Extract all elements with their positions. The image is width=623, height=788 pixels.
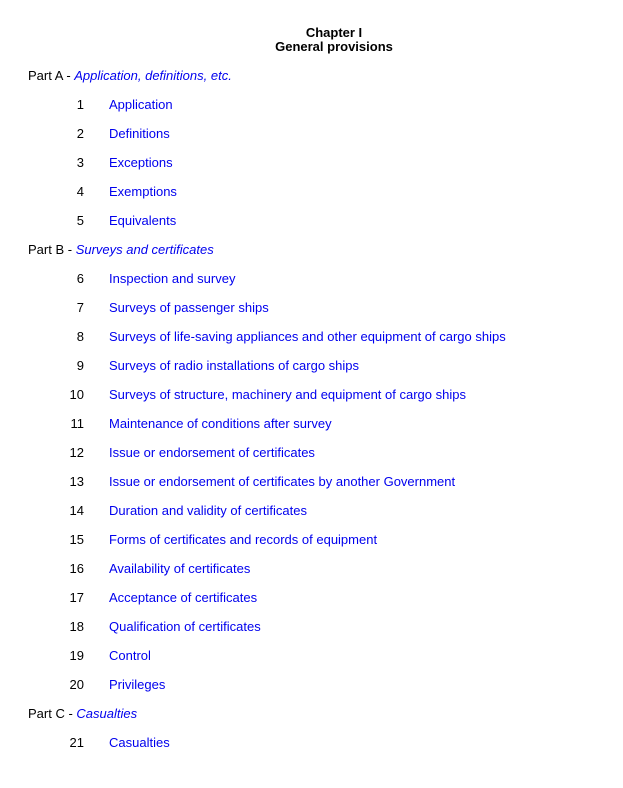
regulation-title-link[interactable]: Equivalents	[109, 213, 177, 228]
part-title-link[interactable]: Surveys and certificates	[75, 242, 214, 257]
regulation-number: 3	[76, 155, 84, 170]
regulation-number: 7	[76, 300, 84, 315]
regulation-item	[28, 358, 623, 387]
regulation-number: 10	[69, 387, 84, 402]
regulation-item	[28, 648, 623, 677]
regulation-item	[28, 735, 623, 764]
regulation-title-link[interactable]: Surveys of structure, machinery and equipment of cargo ships	[109, 387, 466, 402]
part-heading	[28, 706, 623, 735]
regulation-item	[28, 503, 623, 532]
regulation-item	[28, 619, 623, 648]
regulation-title-link[interactable]: Exemptions	[109, 184, 177, 199]
regulation-item	[28, 677, 623, 706]
regulation-title-link[interactable]: Duration and validity of certificates	[109, 503, 307, 518]
part-separator: -	[64, 706, 77, 721]
regulation-number: 21	[69, 735, 84, 750]
regulation-item	[28, 532, 623, 561]
regulation-number: 17	[69, 590, 84, 605]
regulation-item	[28, 329, 623, 358]
regulation-title-link[interactable]: Privileges	[109, 677, 166, 692]
regulation-number: 8	[76, 329, 84, 344]
regulation-number: 2	[76, 126, 84, 141]
regulation-number: 9	[76, 358, 84, 373]
part-title-link[interactable]: Casualties	[76, 706, 138, 721]
chapter-number: Chapter I	[305, 25, 363, 40]
regulation-title-link[interactable]: Casualties	[109, 735, 170, 750]
part-separator: -	[64, 242, 76, 257]
part-heading	[28, 68, 623, 97]
regulation-item	[28, 300, 623, 329]
part-separator: -	[62, 68, 75, 83]
regulation-title-link[interactable]: Exceptions	[109, 155, 173, 170]
regulation-number: 18	[69, 619, 84, 634]
regulation-title-link[interactable]: Surveys of radio installations of cargo ships	[109, 358, 360, 373]
regulation-item	[28, 590, 623, 619]
part-heading	[28, 242, 623, 271]
chapter-title: General provisions	[275, 39, 393, 54]
regulation-title-link[interactable]: Maintenance of conditions after survey	[109, 416, 332, 431]
regulation-item	[28, 184, 623, 213]
chapter-header	[0, 26, 623, 54]
regulation-number: 4	[76, 184, 84, 199]
part-label: Part C	[28, 706, 65, 721]
regulation-title-link[interactable]: Definitions	[109, 126, 170, 141]
regulation-number: 14	[69, 503, 84, 518]
regulation-title-link[interactable]: Control	[109, 648, 151, 663]
regulation-number: 5	[76, 213, 84, 228]
regulation-item	[28, 416, 623, 445]
table-of-contents	[28, 68, 623, 764]
regulation-number: 13	[69, 474, 84, 489]
part-title-link[interactable]: Application, definitions, etc.	[74, 68, 232, 83]
regulation-item	[28, 97, 623, 126]
regulation-title-link[interactable]: Acceptance of certificates	[109, 590, 258, 605]
regulation-number: 15	[69, 532, 84, 547]
regulation-number: 20	[69, 677, 84, 692]
regulation-item	[28, 474, 623, 503]
regulation-item	[28, 155, 623, 184]
regulation-title-link[interactable]: Availability of certificates	[109, 561, 251, 576]
regulation-item	[28, 213, 623, 242]
regulation-number: 1	[76, 97, 84, 112]
regulation-number: 11	[70, 416, 84, 431]
part-label: Part B	[28, 242, 65, 257]
regulation-title-link[interactable]: Qualification of certificates	[109, 619, 261, 634]
regulation-item	[28, 271, 623, 300]
regulation-title-link[interactable]: Forms of certificates and records of equipment	[109, 532, 378, 547]
regulation-item	[28, 561, 623, 590]
regulation-number: 19	[69, 648, 84, 663]
regulation-item	[28, 445, 623, 474]
regulation-item	[28, 387, 623, 416]
part-label: Part A	[28, 68, 63, 83]
regulation-title-link[interactable]: Issue or endorsement of certificates by another Government	[109, 474, 456, 489]
regulation-item	[28, 126, 623, 155]
regulation-number: 12	[69, 445, 84, 460]
regulation-title-link[interactable]: Inspection and survey	[109, 271, 236, 286]
regulation-number: 16	[69, 561, 84, 576]
regulation-title-link[interactable]: Surveys of life-saving appliances and other equipment of cargo ships	[109, 329, 506, 344]
regulation-title-link[interactable]: Application	[109, 97, 173, 112]
regulation-title-link[interactable]: Surveys of passenger ships	[109, 300, 269, 315]
regulation-number: 6	[76, 271, 84, 286]
regulation-title-link[interactable]: Issue or endorsement of certificates	[109, 445, 315, 460]
